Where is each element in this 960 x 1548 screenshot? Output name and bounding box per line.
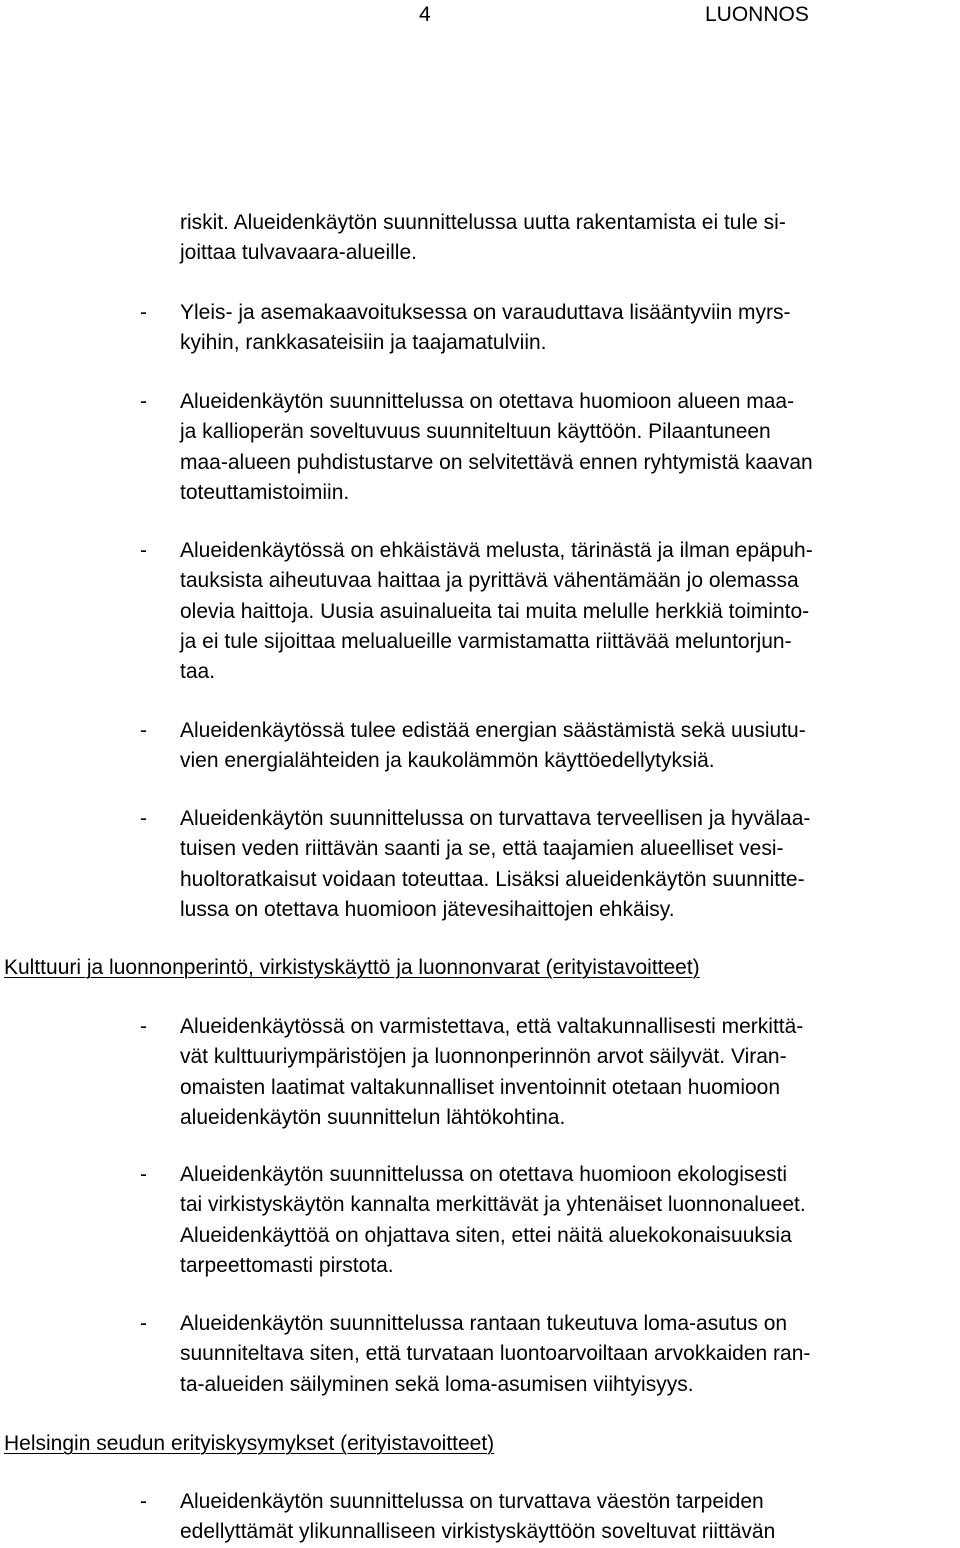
bullet-text bbox=[180, 536, 940, 687]
bullet-text bbox=[180, 1160, 940, 1281]
paragraph-line: Alueidenkäytössä on varmistettava, että valtakunnallisesti merkittä- bbox=[180, 1015, 804, 1038]
paragraph-line: tarpeettomasti pirstota. bbox=[180, 1253, 394, 1277]
paragraph-line: olevia haittoja. Uusia asuinalueita tai muita melulle herkkiä toiminto- bbox=[180, 599, 810, 623]
bullet-text bbox=[180, 716, 940, 777]
paragraph-line: Alueidenkäytön suunnittelussa on otettava huomioon ekologisesti bbox=[180, 1163, 788, 1186]
bullet-text bbox=[180, 298, 940, 359]
bullet-marker: - bbox=[140, 1312, 147, 1335]
paragraph-line: Alueidenkäytössä tulee edistää energian säästämistä sekä uusiutu- bbox=[180, 719, 806, 742]
paragraph-line: Alueidenkäytön suunnittelussa rantaan tukeutuva loma-asutus on bbox=[180, 1312, 788, 1335]
bullet-text bbox=[180, 387, 940, 508]
paragraph-line: taa. bbox=[180, 660, 216, 684]
paragraph-line: Yleis- ja asemakaavoituksessa on varauduttava lisääntyviin myrs- bbox=[180, 301, 791, 324]
paragraph-line: lussa on otettava huomioon jätevesihaittojen ehkäisy. bbox=[180, 897, 675, 921]
paragraph-line: toteuttamistoimiin. bbox=[180, 480, 350, 504]
paragraph-line: Alueidenkäytön suunnittelussa on turvattava terveellisen ja hyvälaa- bbox=[180, 807, 811, 830]
page-number: 4 bbox=[419, 3, 431, 26]
draft-label: LUONNOS bbox=[705, 3, 809, 26]
bullet-marker: - bbox=[140, 1163, 147, 1186]
bullet-marker: - bbox=[140, 301, 147, 324]
paragraph-line: tai virkistyskäytön kannalta merkittävät ja yhtenäiset luonnonalueet. bbox=[180, 1193, 806, 1217]
paragraph-line: vien energialähteiden ja kaukolämmön käyttöedellytyksiä. bbox=[180, 749, 715, 773]
paragraph-line: ja kallioperän soveltuvuus suunniteltuun käyttöön. Pilaantuneen bbox=[180, 420, 771, 444]
paragraph-line: riskit. Alueidenkäytön suunnittelussa uutta rakentamista ei tule si- bbox=[180, 211, 786, 234]
paragraph-line: Alueidenkäyttöä on ohjattava siten, ettei näitä aluekokonaisuuksia bbox=[180, 1223, 792, 1247]
bullet-marker: - bbox=[140, 390, 147, 413]
bullet-marker: - bbox=[140, 719, 147, 742]
paragraph-line: edellyttämät ylikunnalliseen virkistyskäyttöön soveltuvat riittävän bbox=[180, 1520, 776, 1544]
paragraph-line: tuisen veden riittävän saanti ja se, että taajamien alueelliset vesi- bbox=[180, 837, 784, 861]
section-heading: Helsingin seudun erityiskysymykset (erityistavoitteet) bbox=[4, 1432, 495, 1455]
paragraph-line: huoltoratkaisut voidaan toteuttaa. Lisäksi alueidenkäytön suunnitte- bbox=[180, 867, 805, 891]
bullet-text bbox=[180, 1309, 940, 1400]
paragraph-line: alueidenkäytön suunnittelun lähtökohtina. bbox=[180, 1105, 566, 1129]
paragraph-line: ja ei tule sijoittaa melualueille varmistamatta riittävää meluntorjun- bbox=[180, 629, 792, 653]
paragraph-line: tauksista aiheutuvaa haittaa ja pyrittävä vähentämään jo olemassa bbox=[180, 569, 799, 593]
continuation-paragraph bbox=[180, 208, 940, 269]
bullet-marker: - bbox=[140, 1490, 147, 1513]
paragraph-line: Alueidenkäytössä on ehkäistävä melusta, tärinästä ja ilman epäpuh- bbox=[180, 539, 813, 562]
bullet-marker: - bbox=[140, 539, 147, 562]
section-heading: Kulttuuri ja luonnonperintö, virkistyskäyttö ja luonnonvarat (erityistavoitteet) bbox=[4, 956, 700, 979]
paragraph-line: omaisten laatimat valtakunnalliset inventoinnit otetaan huomioon bbox=[180, 1075, 781, 1099]
paragraph-line: Alueidenkäytön suunnittelussa on turvattava väestön tarpeiden bbox=[180, 1490, 764, 1513]
bullet-text bbox=[180, 1487, 940, 1548]
paragraph-line: maa-alueen puhdistustarve on selvitettävä ennen ryhtymistä kaavan bbox=[180, 450, 813, 474]
bullet-text bbox=[180, 804, 940, 925]
paragraph-line: vät kulttuuriympäristöjen ja luonnonperinnön arvot säilyvät. Viran- bbox=[180, 1045, 787, 1069]
bullet-marker: - bbox=[140, 1015, 147, 1038]
paragraph-line: suunniteltava siten, että turvataan luontoarvoiltaan arvokkaiden ran- bbox=[180, 1342, 811, 1366]
paragraph-line: joittaa tulvavaara-alueille. bbox=[180, 241, 417, 265]
bullet-text bbox=[180, 1012, 940, 1133]
paragraph-line: Alueidenkäytön suunnittelussa on otettava huomioon alueen maa- bbox=[180, 390, 795, 413]
bullet-marker: - bbox=[140, 807, 147, 830]
paragraph-line: kyihin, rankkasateisiin ja taajamatulviin. bbox=[180, 331, 547, 355]
paragraph-line: ta-alueiden säilyminen sekä loma-asumisen viihtyisyys. bbox=[180, 1372, 694, 1396]
